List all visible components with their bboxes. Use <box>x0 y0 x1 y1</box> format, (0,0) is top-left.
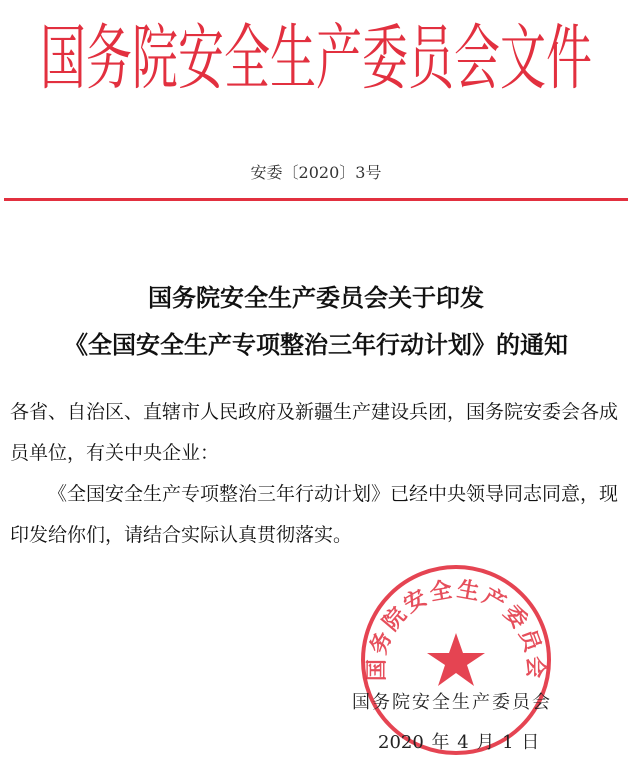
signature-date: 2020 年 4 月 1 日 <box>378 732 540 753</box>
document-body <box>10 392 625 556</box>
title-line-2: 《全国安全生产专项整治三年行动计划》的通知 <box>64 330 568 359</box>
title-line-1: 国务院安全生产委员会关于印发 <box>148 283 484 312</box>
document-number: 安委〔2020〕3号 <box>250 163 382 182</box>
document-header: 国务院安全生产委员会文件 <box>40 15 592 100</box>
star-icon <box>427 633 485 686</box>
signature-org: 国务院安全生产委员会 <box>352 692 552 713</box>
seal-text: 国务院安全生产委员会 <box>363 576 549 682</box>
body-paragraph: 《全国安全生产专项整治三年行动计划》已经中央领导同志同意，现印发给你们，请结合实际认真贯彻落实。 <box>10 483 619 546</box>
red-divider <box>4 198 628 201</box>
addressee: 各省、自治区、直辖市人民政府及新疆生产建设兵团，国务院安委会各成员单位，有关中央企业： <box>10 401 619 464</box>
